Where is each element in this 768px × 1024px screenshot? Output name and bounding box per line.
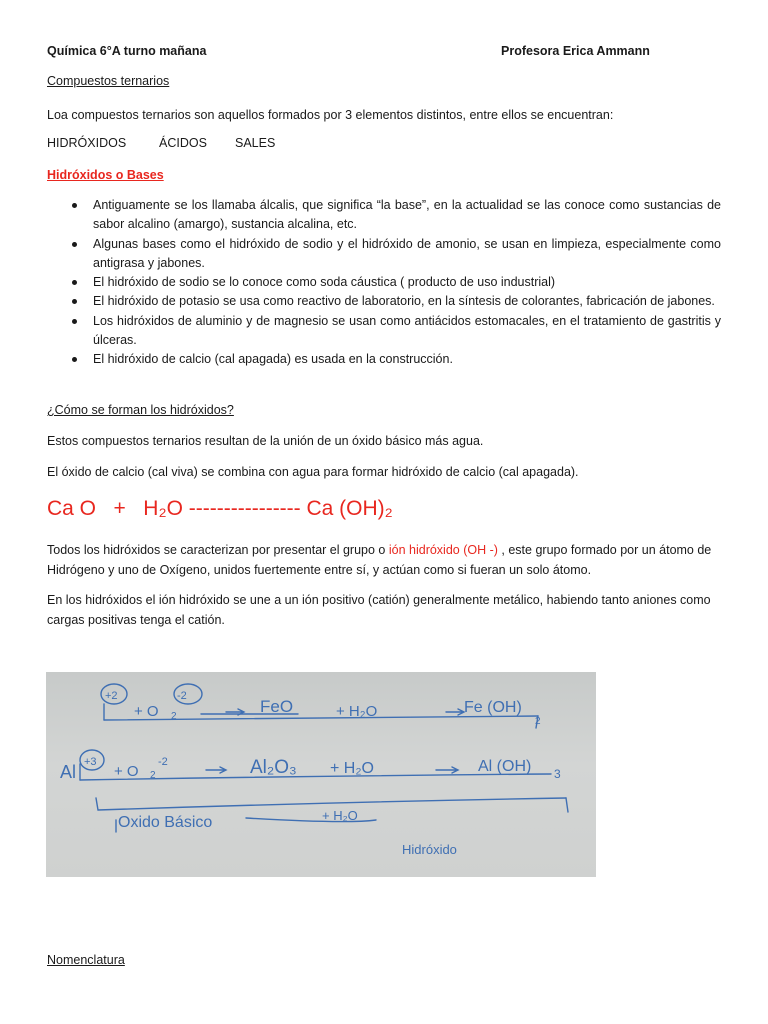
- hydroxide-facts-list: [70, 196, 721, 370]
- intro-paragraph: Loa compuestos ternarios son aquellos formados por 3 elementos distintos, entre ellos se encuentran:: [47, 108, 614, 122]
- whiteboard-drawing: [46, 672, 596, 877]
- row2-oxygen: + O: [114, 763, 139, 780]
- section-title: Compuestos ternarios: [47, 74, 170, 88]
- hydroxide-group-paragraph: Todos los hidróxidos se caracterizan por presentar el grupo o ión hidróxido (OH -) , este grupo formado por un átomo de Hidrógeno y uno de Oxígeno, unidos fuertemente entre sí, y actúan como si fueran un solo átomo.: [47, 543, 712, 577]
- row2-oxygen-charge: -2: [158, 756, 168, 768]
- row2-metal: Al: [60, 762, 77, 782]
- row1-oxide: FeO: [260, 697, 294, 716]
- type-acids: ÁCIDOS: [159, 136, 207, 150]
- list-item: El hidróxido de potasio se usa como reactivo de laboratorio, en la síntesis de colorantes, fabricación de jabones.: [70, 292, 721, 311]
- formation-title: ¿Cómo se forman los hidróxidos?: [47, 403, 234, 417]
- nomenclature-title: Nomenclatura: [47, 953, 125, 967]
- row1-oxygen-charge: -2: [177, 690, 187, 702]
- list-item: Antiguamente se los llamaba álcalis, que significa “la base”, en la actualidad se las conoce como sustancias de sabor alcalino (amargo), sustancia alcalina, etc.: [70, 196, 721, 235]
- whiteboard-photo: [46, 672, 596, 877]
- type-hydroxides: HIDRÓXIDOS: [47, 136, 127, 150]
- formation-paragraph-2: El óxido de calcio (cal viva) se combina con agua para formar hidróxido de calcio (cal apagada).: [47, 465, 579, 479]
- row1-metal: Fe: [76, 702, 97, 723]
- label-water: + H₂O: [322, 808, 358, 823]
- list-item: Algunas bases como el hidróxido de sodio y el hidróxido de amonio, se usan en limpieza, especialmente como antigrasa y jabones.: [70, 235, 721, 274]
- row1-product-sub: 2: [535, 716, 541, 727]
- row2-oxide: Al₂O₃: [250, 757, 297, 778]
- type-salts: SALES: [235, 136, 276, 150]
- row2-oxygen-sub: 2: [150, 770, 156, 781]
- row1-oxygen-sub: 2: [171, 711, 177, 722]
- row1-charge: +2: [105, 690, 118, 702]
- row2-product-sub: 3: [554, 767, 561, 781]
- row2-product: Al (OH): [478, 758, 532, 775]
- label-hydroxide: Hidróxido: [402, 842, 457, 857]
- list-item: El hidróxido de sodio se lo conoce como soda cáustica ( producto de uso industrial): [70, 273, 721, 292]
- row1-water: + H₂O: [336, 703, 378, 720]
- course-header: Química 6°A turno mañana: [47, 44, 207, 58]
- row2-water: + H₂O: [330, 760, 374, 777]
- row1-oxygen: + O: [134, 703, 159, 720]
- list-item: El hidróxido de calcio (cal apagada) es usada en la construcción.: [70, 350, 721, 369]
- formation-paragraph-1: Estos compuestos ternarios resultan de la unión de un óxido básico más agua.: [47, 434, 484, 448]
- teacher-header: Profesora Erica Ammann: [501, 44, 650, 58]
- label-basic-oxide: Oxido Básico: [118, 814, 213, 831]
- calcium-hydroxide-equation: Ca O + H₂O ---------------- Ca (OH)₂: [47, 497, 393, 520]
- row2-charge: +3: [84, 756, 97, 768]
- cation-paragraph: En los hidróxidos el ión hidróxido se une a un ión positivo (catión) generalmente metálico, habiendo tanto aniones como cargas positivas tenga el catión.: [47, 593, 711, 627]
- row1-product: Fe (OH): [464, 699, 522, 716]
- hydroxides-title: Hidróxidos o Bases: [47, 168, 164, 182]
- list-item: Los hidróxidos de aluminio y de magnesio se usan como antiácidos estomacales, en el tratamiento de gastritis y úlceras.: [70, 312, 721, 351]
- hydroxide-ion-highlight: ión hidróxido (OH -): [388, 543, 498, 557]
